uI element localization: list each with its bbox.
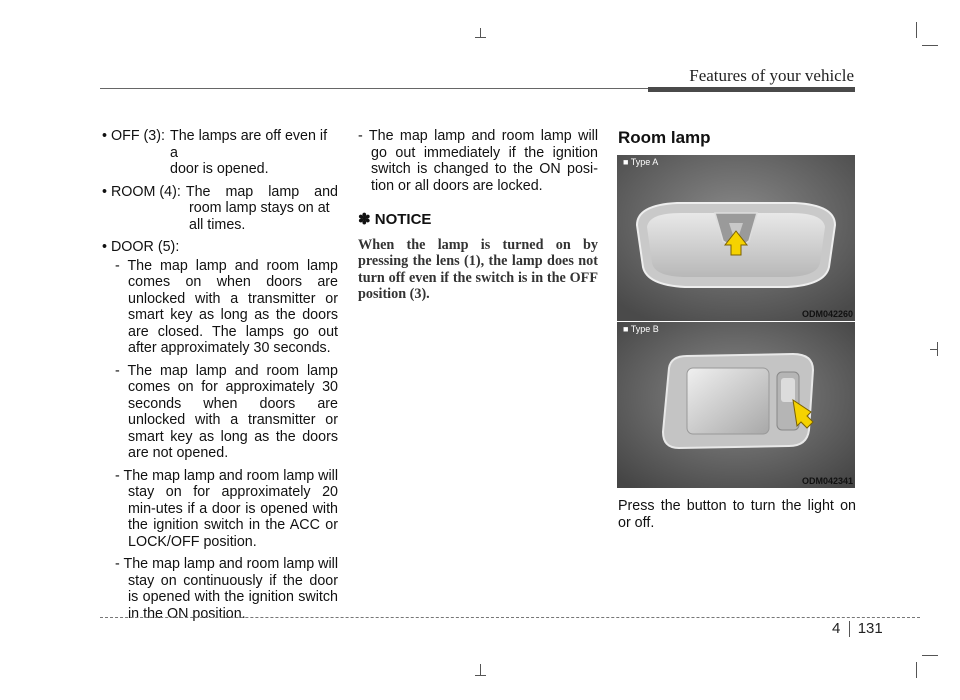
room-label: • ROOM (4):	[102, 183, 181, 200]
column-left	[102, 128, 338, 628]
figure-b-code: ODM042341	[801, 476, 853, 486]
off-text-cont: door is opened.	[170, 161, 269, 177]
notice-body: When the lamp is turned on by pressing the lens (1), the lamp does not turn off even if the switch is in the OFF position (3).	[358, 236, 598, 302]
page-separator	[849, 621, 850, 637]
off-text: The lamps are off even if a	[169, 128, 328, 161]
room-lamp-type-b-illustration	[617, 322, 855, 488]
crop-mark	[930, 349, 938, 350]
footer-rule	[100, 617, 920, 618]
notice-title: ✽ NOTICE	[358, 211, 432, 228]
room-lamp-title: Room lamp	[618, 128, 711, 147]
figure-a-code: ODM042260	[801, 309, 853, 319]
door-item: - The map lamp and room lamp will stay on continuously if the door is opened with the ignition switch in the ON position.	[115, 556, 339, 622]
room-item	[102, 184, 338, 201]
crop-mark	[922, 655, 938, 656]
page-number	[832, 620, 883, 637]
room-text-cont: room lamp stays on at	[189, 200, 330, 216]
crop-mark	[475, 675, 486, 676]
door-label: • DOOR (5):	[102, 239, 180, 255]
page-num: 131	[857, 620, 883, 637]
crop-mark	[916, 22, 917, 38]
lamp-off-item: - The map lamp and room lamp will go out immediately if the ignition switch is changed to the ON posi-tion or all doors are locked.	[358, 128, 598, 194]
room-text: The map lamp and	[185, 183, 338, 200]
figure-type-a	[617, 155, 855, 321]
figure-type-b	[617, 322, 855, 488]
section-header: Features of your vehicle	[689, 66, 854, 85]
door-item: - The map lamp and room lamp comes on for approximately 30 seconds when doors are unlocked with a transmitter or smart key as long as the doors are not opened.	[115, 362, 338, 461]
figure-b-label: ■ Type B	[623, 324, 659, 334]
crop-mark	[922, 45, 938, 46]
chapter-number: 4	[832, 620, 841, 637]
door-list	[102, 258, 338, 623]
crop-mark	[916, 662, 917, 678]
header-rule	[100, 88, 648, 89]
door-item: - The map lamp and room lamp comes on when doors are unlocked with a transmitter or smart key as long as the doors are closed. The lamps go out after approximately 30 seconds.	[115, 257, 338, 356]
room-text-cont: all times.	[189, 216, 246, 233]
crop-mark	[475, 37, 486, 38]
off-item	[102, 128, 338, 161]
door-item: - The map lamp and room lamp will stay on for approximately 20 min-utes if a door is opened with the ignition switch in the ACC or LOCK/OFF position.	[115, 467, 339, 550]
room-lamp-type-a-illustration	[617, 155, 855, 321]
room-lamp-body: Press the button to turn the light on or off.	[618, 498, 856, 531]
figure-a-label: ■ Type A	[623, 157, 659, 167]
column-middle	[358, 128, 598, 303]
header-bar	[648, 87, 855, 92]
off-label: • OFF (3):	[102, 128, 165, 144]
